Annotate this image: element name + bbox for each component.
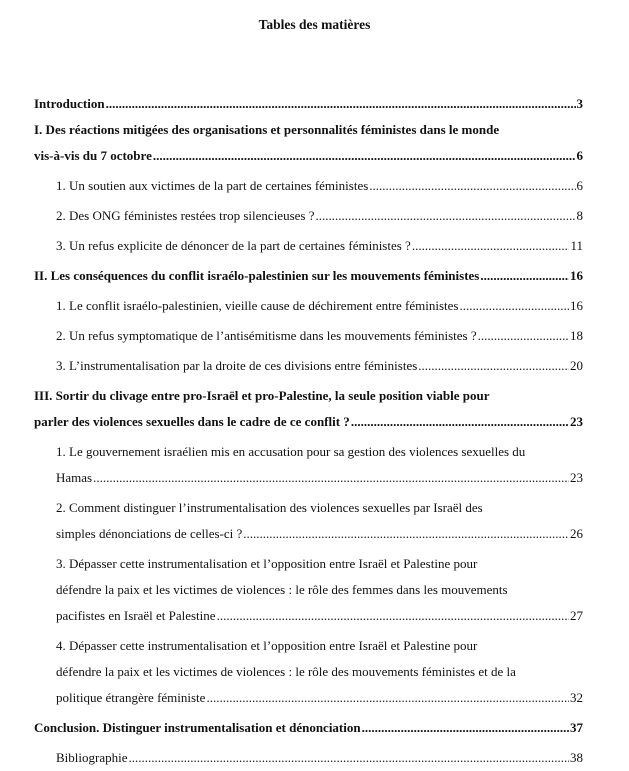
toc-entry-part1[interactable] (34, 143, 583, 169)
toc-page-number: 6 (576, 148, 583, 163)
toc-entry-part3-item4-line2[interactable]: défendre la paix et les victimes de violences : le rôle des mouvements féministes et de la (56, 664, 516, 679)
toc-entry-bibliography[interactable] (34, 745, 583, 771)
toc-page-number: 3 (576, 96, 583, 111)
toc-entry-part1-item1[interactable] (34, 173, 583, 199)
dot-leader (243, 521, 569, 547)
toc-entry-label: simples dénonciations de celles-ci ? (56, 526, 243, 541)
toc-entry-part2-item3[interactable] (34, 353, 583, 379)
toc-entry-part3-item4[interactable] (34, 685, 583, 711)
toc-page-number: 16 (570, 298, 583, 313)
dot-leader (412, 233, 570, 259)
toc-page-number: 23 (570, 470, 583, 485)
toc-page-number: 26 (570, 526, 583, 541)
toc-page-number: 23 (570, 414, 583, 429)
toc-entry-label: Bibliographie (56, 750, 128, 765)
toc-page-number: 18 (570, 328, 583, 343)
dot-leader (369, 173, 575, 199)
toc-entry-part1-line1[interactable]: I. Des réactions mitigées des organisations et personnalités féministes dans le monde (34, 122, 500, 137)
toc-entry-part3-item3-line2[interactable]: défendre la paix et les victimes de violences : le rôle des femmes dans les mouvements (56, 582, 508, 597)
toc-entry-part1-item2[interactable] (34, 203, 583, 229)
toc-page-number: 8 (576, 208, 583, 223)
toc-page-number: 6 (576, 178, 583, 193)
toc-entry-label: 1. Un soutien aux victimes de la part de certaines féministes (56, 178, 369, 193)
dot-leader (418, 353, 569, 379)
toc-entry-label: parler des violences sexuelles dans le cadre de ce conflit ? (34, 414, 350, 429)
toc-entry-part2-item2[interactable] (34, 323, 583, 349)
dot-leader (478, 323, 569, 349)
toc-entry-part3-item3[interactable] (34, 603, 583, 629)
toc-entry-label: 3. Un refus explicite de dénoncer de la part de certaines féministes ? (56, 238, 411, 253)
toc-entry-part2[interactable] (34, 263, 583, 289)
dot-leader (93, 465, 569, 491)
toc-entry-label: 3. L’instrumentalisation par la droite de ces divisions entre féministes (56, 358, 418, 373)
toc-page-number: 16 (570, 268, 583, 283)
dot-leader (217, 603, 569, 629)
toc-entry-part3-item1[interactable] (34, 465, 583, 491)
dot-leader (153, 143, 576, 169)
toc-entry-label: politique étrangère féministe (56, 690, 206, 705)
toc-entry-label: 1. Le conflit israélo-palestinien, vieille cause de déchirement entre féministes (56, 298, 459, 313)
toc-page-number: 38 (570, 750, 583, 765)
page-title: Tables des matières (258, 17, 371, 32)
toc-entry-part3-item3-line1[interactable]: 3. Dépasser cette instrumentalisation et l’opposition entre Israël et Palestine pour (56, 556, 478, 571)
toc-entry-label: Introduction (34, 96, 105, 111)
toc-entry-label: 2. Un refus symptomatique de l’antisémitisme dans les mouvements féministes ? (56, 328, 477, 343)
toc-entry-part3-item2[interactable] (34, 521, 583, 547)
toc-entry-part3[interactable] (34, 409, 583, 435)
dot-leader (480, 263, 569, 289)
toc-entry-label: II. Les conséquences du conflit israélo-palestinien sur les mouvements féministes (34, 268, 480, 283)
toc-entry-part3-line1[interactable]: III. Sortir du clivage entre pro-Israël et pro-Palestine, la seule position viable pour (34, 388, 490, 403)
toc-entry-part1-item3[interactable] (34, 233, 583, 259)
dot-leader (362, 715, 569, 741)
toc-page-number: 20 (570, 358, 583, 373)
toc-page-number: 11 (570, 238, 583, 253)
toc-entry-part3-item4-line1[interactable]: 4. Dépasser cette instrumentalisation et l’opposition entre Israël et Palestine pour (56, 638, 478, 653)
dot-leader (129, 745, 570, 771)
toc-entry-label: 2. Des ONG féministes restées trop silencieuses ? (56, 208, 315, 223)
toc-page-number: 27 (570, 608, 583, 623)
toc-entry-label: Conclusion. Distinguer instrumentalisation et dénonciation (34, 720, 361, 735)
toc-page-number: 37 (570, 720, 583, 735)
dot-leader (316, 203, 576, 229)
toc-entry-part3-item2-line1[interactable]: 2. Comment distinguer l’instrumentalisation des violences sexuelles par Israël des (56, 500, 483, 515)
table-of-contents (34, 91, 583, 771)
toc-entry-label: vis-à-vis du 7 octobre (34, 148, 152, 163)
toc-page-number: 32 (570, 690, 583, 705)
dot-leader (459, 293, 569, 319)
toc-entry-part2-item1[interactable] (34, 293, 583, 319)
toc-entry-conclusion[interactable] (34, 715, 583, 741)
toc-entry-label: pacifistes en Israël et Palestine (56, 608, 216, 623)
toc-entry-part3-item1-line1[interactable]: 1. Le gouvernement israélien mis en accusation pour sa gestion des violences sexuelles du (56, 444, 526, 459)
dot-leader (206, 685, 569, 711)
dot-leader (351, 409, 569, 435)
toc-entry-introduction[interactable] (34, 91, 583, 117)
dot-leader (106, 91, 576, 117)
toc-entry-label: Hamas (56, 470, 93, 485)
